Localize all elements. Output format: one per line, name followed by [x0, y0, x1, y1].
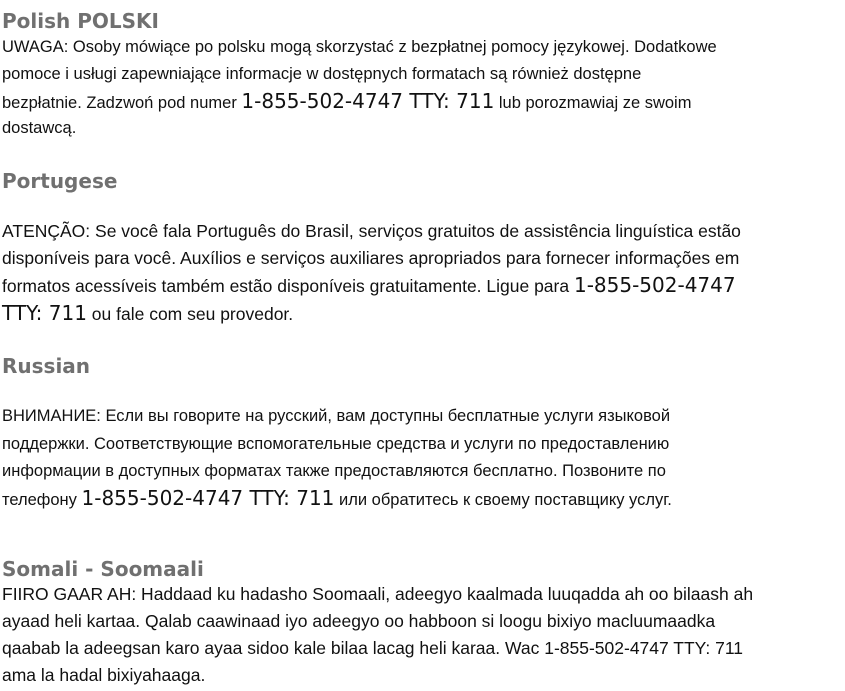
portuguese-line: disponíveis para você. Auxílios e serviços auxiliares apropriados para fornecer informações em	[2, 248, 740, 268]
somali-line: qaabab la adeegsan karo ayaa sidoo kale bilaa lacag heli karaa. Wac 1-855-502-4747 TTY: 711	[2, 638, 744, 658]
polish-text: bezpłatnie. Zadzwoń pod numer	[2, 94, 242, 112]
portuguese-line: ATENÇÃO: Se você fala Português do Brasil, serviços gratuitos de assistência linguística estão	[2, 221, 741, 241]
polish-heading: Polish POLSKI	[2, 9, 159, 33]
russian-line: поддержки. Соответствующие вспомогательные средства и услуги по предоставлению	[2, 435, 670, 453]
somali-line: ayaad heli kartaa. Qalab caawinaad iyo adeegyo oo habboon si loogu bixiyo macluumaadka	[2, 611, 716, 631]
polish-phone: 1-855-502-4747 TTY: 711	[241, 89, 495, 113]
portuguese-text: ou fale com seu provedor.	[86, 304, 294, 324]
portuguese-line	[2, 303, 293, 324]
portuguese-line	[2, 275, 736, 296]
somali-line: ama la hadal bixiyahaaga.	[2, 665, 206, 685]
somali-line: FIIRO GAAR AH: Haddaad ku hadasho Soomaali, adeegyo kaalmada luuqadda ah oo bilaash ah	[2, 584, 754, 604]
polish-line: dostawcą.	[2, 119, 77, 137]
russian-heading: Russian	[2, 354, 91, 378]
russian-line	[2, 488, 672, 510]
somali-heading: Somali - Soomaali	[2, 557, 204, 581]
polish-text: lub porozmawiaj ze swoim	[494, 94, 692, 112]
portuguese-text: formatos acessíveis também estão disponíveis gratuitamente. Ligue para	[2, 276, 574, 296]
russian-phone: 1-855-502-4747 TTY: 711	[81, 486, 335, 510]
portuguese-phone: 1-855-502-4747	[573, 273, 736, 297]
polish-line: UWAGA: Osoby mówiące po polsku mogą skorzystać z bezpłatnej pomocy językowej. Dodatkowe	[2, 38, 717, 56]
russian-text: или обратитесь к своему поставщику услуг.	[334, 491, 672, 509]
polish-line	[2, 91, 691, 113]
russian-text: телефону	[2, 491, 82, 509]
polish-line: pomoce i usługi zapewniające informacje w dostępnych formatach są również dostępne	[2, 65, 642, 83]
portuguese-tty: TTY: 711	[2, 301, 87, 325]
russian-line: информации в доступных форматах также предоставляются бесплатно. Позвоните по	[2, 462, 666, 480]
portuguese-heading: Portugese	[2, 169, 118, 193]
russian-line: ВНИМАНИЕ: Если вы говорите на русский, вам доступны бесплатные услуги языковой	[2, 407, 671, 425]
